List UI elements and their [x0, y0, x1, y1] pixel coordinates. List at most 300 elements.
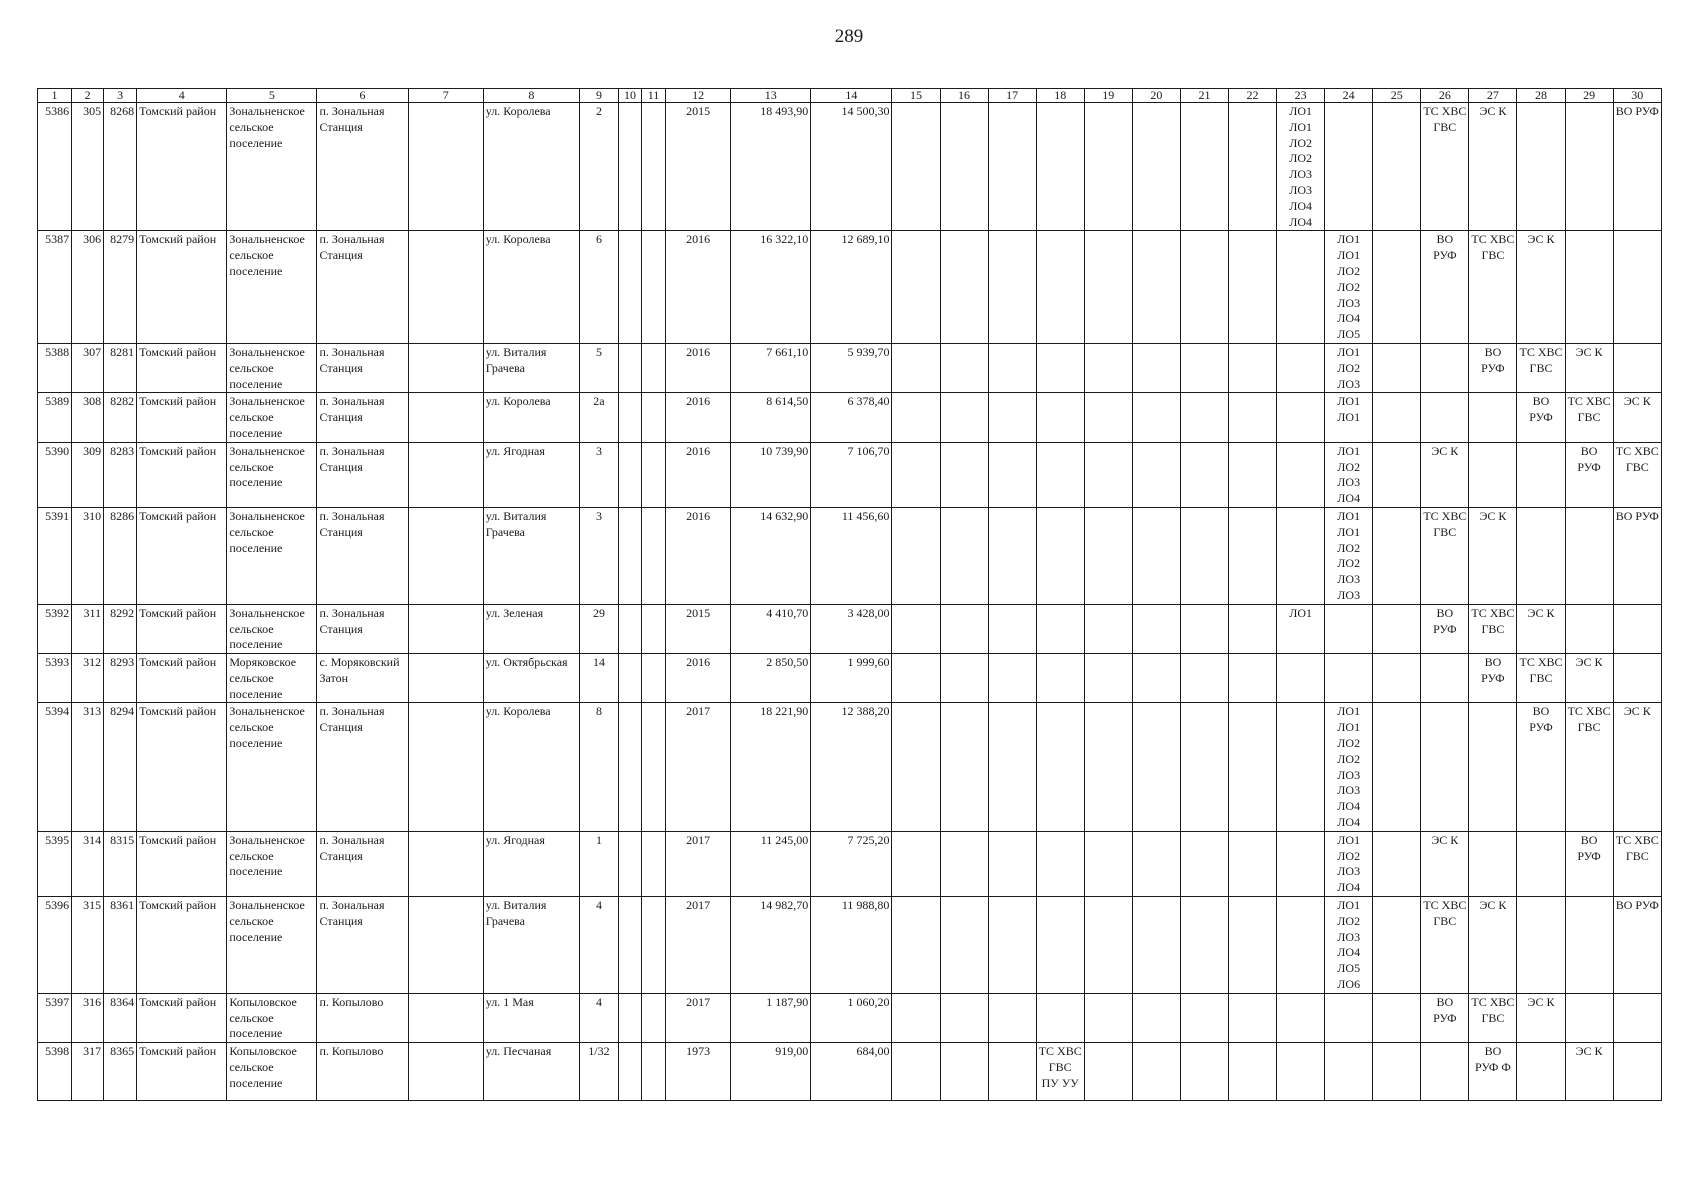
cell-year: 2017	[666, 897, 731, 994]
cell-column-26: ЭС К	[1421, 442, 1469, 507]
cell-column-7	[408, 703, 483, 831]
cell-column-21	[1180, 703, 1228, 831]
cell-house-number: 8	[579, 703, 618, 831]
cell-column-25	[1373, 604, 1421, 653]
cell-column-11	[642, 231, 666, 344]
cell-column-30	[1613, 654, 1661, 703]
cell-column-29: ЭС К	[1565, 654, 1613, 703]
column-header-21: 21	[1180, 89, 1228, 103]
cell-total-area: 1 187,90	[731, 993, 811, 1042]
cell-object-id: 8361	[104, 897, 137, 994]
cell-object-id: 8282	[104, 393, 137, 442]
cell-column-28	[1517, 507, 1565, 604]
cell-column-21	[1180, 993, 1228, 1042]
cell-column-11	[642, 343, 666, 392]
cell-column-11	[642, 507, 666, 604]
column-header-9: 9	[579, 89, 618, 103]
column-header-5: 5	[227, 89, 317, 103]
cell-total-area: 14 632,90	[731, 507, 811, 604]
cell-row-index: 305	[72, 103, 104, 231]
cell-column-25	[1373, 343, 1421, 392]
cell-district: Томский район	[137, 1043, 227, 1101]
cell-column-22	[1228, 703, 1276, 831]
cell-column-23	[1277, 831, 1325, 896]
cell-column-7	[408, 103, 483, 231]
cell-record-number: 5394	[38, 703, 72, 831]
cell-district: Томский район	[137, 343, 227, 392]
cell-column-30: ЭС К	[1613, 703, 1661, 831]
cell-street: ул. Виталия Грачева	[483, 343, 579, 392]
cell-street: ул. Королева	[483, 103, 579, 231]
cell-year: 2017	[666, 993, 731, 1042]
column-header-15: 15	[892, 89, 940, 103]
column-header-25: 25	[1373, 89, 1421, 103]
cell-column-28	[1517, 442, 1565, 507]
cell-column-23	[1277, 1043, 1325, 1101]
cell-column-15	[892, 831, 940, 896]
cell-district: Томский район	[137, 604, 227, 653]
column-header-1: 1	[38, 89, 72, 103]
cell-column-16	[940, 1043, 988, 1101]
cell-year: 2016	[666, 231, 731, 344]
cell-object-id: 8281	[104, 343, 137, 392]
cell-record-number: 5391	[38, 507, 72, 604]
cell-column-7	[408, 654, 483, 703]
cell-column-7	[408, 1043, 483, 1101]
cell-column-11	[642, 703, 666, 831]
table-row	[38, 343, 1662, 392]
cell-year: 2017	[666, 831, 731, 896]
cell-living-area: 14 500,30	[811, 103, 892, 231]
cell-column-28: ТС ХВС ГВС	[1517, 654, 1565, 703]
cell-column-27: ЭС К	[1469, 103, 1517, 231]
cell-column-27	[1469, 442, 1517, 507]
cell-column-26	[1421, 654, 1469, 703]
cell-column-23	[1277, 507, 1325, 604]
cell-column-26: ЭС К	[1421, 831, 1469, 896]
cell-column-23: ЛО1 ЛО1 ЛО2 ЛО2 ЛО3 ЛО3 ЛО4 ЛО4	[1277, 103, 1325, 231]
cell-column-29	[1565, 897, 1613, 994]
cell-row-index: 310	[72, 507, 104, 604]
cell-column-30	[1613, 993, 1661, 1042]
cell-column-10	[618, 343, 641, 392]
cell-column-26: ТС ХВС ГВС	[1421, 507, 1469, 604]
cell-column-17	[988, 703, 1036, 831]
cell-column-11	[642, 897, 666, 994]
cell-column-24: ЛО1 ЛО2 ЛО3	[1325, 343, 1373, 392]
cell-column-26: ВО РУФ	[1421, 604, 1469, 653]
cell-column-28	[1517, 103, 1565, 231]
cell-record-number: 5390	[38, 442, 72, 507]
cell-district: Томский район	[137, 897, 227, 994]
cell-column-15	[892, 654, 940, 703]
cell-column-17	[988, 831, 1036, 896]
cell-street: ул. Королева	[483, 393, 579, 442]
cell-object-id: 8286	[104, 507, 137, 604]
cell-column-20	[1132, 604, 1180, 653]
cell-house-number: 3	[579, 507, 618, 604]
cell-column-11	[642, 103, 666, 231]
cell-column-19	[1084, 831, 1132, 896]
cell-row-index: 306	[72, 231, 104, 344]
cell-column-24	[1325, 604, 1373, 653]
cell-column-23: ЛО1	[1277, 604, 1325, 653]
cell-column-29: ЭС К	[1565, 1043, 1613, 1101]
cell-column-23	[1277, 343, 1325, 392]
column-header-29: 29	[1565, 89, 1613, 103]
page-number: 289	[834, 26, 864, 47]
column-header-18: 18	[1036, 89, 1084, 103]
cell-settlement: Зональненское сельское поселение	[227, 703, 317, 831]
cell-house-number: 1	[579, 831, 618, 896]
cell-living-area: 684,00	[811, 1043, 892, 1101]
cell-column-11	[642, 1043, 666, 1101]
cell-total-area: 10 739,90	[731, 442, 811, 507]
cell-column-10	[618, 897, 641, 994]
cell-column-24: ЛО1 ЛО1 ЛО2 ЛО2 ЛО3 ЛО3 ЛО4 ЛО4	[1325, 703, 1373, 831]
cell-column-30	[1613, 343, 1661, 392]
cell-column-19	[1084, 703, 1132, 831]
cell-column-27	[1469, 703, 1517, 831]
cell-column-17	[988, 507, 1036, 604]
cell-column-21	[1180, 831, 1228, 896]
cell-column-15	[892, 231, 940, 344]
cell-column-30: ВО РУФ	[1613, 897, 1661, 994]
cell-column-28: ТС ХВС ГВС	[1517, 343, 1565, 392]
cell-column-24: ЛО1 ЛО2 ЛО3 ЛО4	[1325, 442, 1373, 507]
table-row	[38, 604, 1662, 653]
cell-column-19	[1084, 654, 1132, 703]
cell-column-28: ЭС К	[1517, 993, 1565, 1042]
column-header-12: 12	[666, 89, 731, 103]
cell-column-23	[1277, 442, 1325, 507]
cell-row-index: 313	[72, 703, 104, 831]
cell-row-index: 314	[72, 831, 104, 896]
cell-settlement: Копыловское сельское поселение	[227, 1043, 317, 1101]
column-header-11: 11	[642, 89, 666, 103]
cell-house-number: 3	[579, 442, 618, 507]
cell-column-30: ЭС К	[1613, 393, 1661, 442]
cell-record-number: 5387	[38, 231, 72, 344]
cell-column-25	[1373, 897, 1421, 994]
table-row	[38, 654, 1662, 703]
cell-column-10	[618, 654, 641, 703]
register-table	[37, 88, 1662, 1101]
cell-object-id: 8268	[104, 103, 137, 231]
cell-settlement: Зональненское сельское поселение	[227, 442, 317, 507]
cell-street: ул. Зеленая	[483, 604, 579, 653]
cell-column-20	[1132, 993, 1180, 1042]
cell-column-22	[1228, 993, 1276, 1042]
cell-column-27: ВО РУФ	[1469, 343, 1517, 392]
table-row	[38, 993, 1662, 1042]
cell-column-25	[1373, 442, 1421, 507]
cell-column-16	[940, 897, 988, 994]
cell-total-area: 18 221,90	[731, 703, 811, 831]
cell-district: Томский район	[137, 103, 227, 231]
cell-column-19	[1084, 231, 1132, 344]
column-header-7: 7	[408, 89, 483, 103]
cell-district: Томский район	[137, 442, 227, 507]
cell-column-27	[1469, 831, 1517, 896]
cell-object-id: 8292	[104, 604, 137, 653]
cell-column-30: ВО РУФ	[1613, 507, 1661, 604]
cell-column-24: ЛО1 ЛО1	[1325, 393, 1373, 442]
cell-column-10	[618, 831, 641, 896]
cell-column-19	[1084, 604, 1132, 653]
cell-column-26	[1421, 393, 1469, 442]
cell-column-16	[940, 442, 988, 507]
cell-column-18	[1036, 103, 1084, 231]
cell-column-27: ТС ХВС ГВС	[1469, 993, 1517, 1042]
cell-column-25	[1373, 993, 1421, 1042]
cell-column-16	[940, 703, 988, 831]
cell-column-26	[1421, 343, 1469, 392]
cell-column-10	[618, 993, 641, 1042]
cell-column-17	[988, 343, 1036, 392]
column-header-19: 19	[1084, 89, 1132, 103]
cell-column-23	[1277, 231, 1325, 344]
cell-settlement: Зональненское сельское поселение	[227, 507, 317, 604]
cell-column-28	[1517, 831, 1565, 896]
cell-column-17	[988, 442, 1036, 507]
header-row	[38, 89, 1662, 103]
cell-column-15	[892, 604, 940, 653]
table-row	[38, 507, 1662, 604]
cell-column-7	[408, 897, 483, 994]
cell-locality: п. Зональная Станция	[317, 393, 408, 442]
cell-column-16	[940, 831, 988, 896]
cell-column-30: ВО РУФ	[1613, 103, 1661, 231]
cell-column-22	[1228, 831, 1276, 896]
cell-record-number: 5398	[38, 1043, 72, 1101]
cell-living-area: 7 725,20	[811, 831, 892, 896]
cell-column-11	[642, 654, 666, 703]
cell-living-area: 6 378,40	[811, 393, 892, 442]
column-header-3: 3	[104, 89, 137, 103]
cell-column-16	[940, 231, 988, 344]
cell-column-7	[408, 231, 483, 344]
cell-column-18: ТС ХВС ГВС ПУ УУ	[1036, 1043, 1084, 1101]
cell-column-16	[940, 993, 988, 1042]
cell-column-11	[642, 442, 666, 507]
cell-column-7	[408, 831, 483, 896]
cell-living-area: 12 388,20	[811, 703, 892, 831]
cell-column-17	[988, 393, 1036, 442]
cell-column-16	[940, 654, 988, 703]
cell-column-22	[1228, 103, 1276, 231]
cell-year: 2015	[666, 103, 731, 231]
cell-column-10	[618, 507, 641, 604]
cell-column-22	[1228, 343, 1276, 392]
cell-column-29: ТС ХВС ГВС	[1565, 393, 1613, 442]
table-row	[38, 897, 1662, 994]
cell-column-29: ТС ХВС ГВС	[1565, 703, 1613, 831]
cell-column-7	[408, 993, 483, 1042]
cell-record-number: 5388	[38, 343, 72, 392]
cell-object-id: 8294	[104, 703, 137, 831]
cell-column-29	[1565, 231, 1613, 344]
cell-house-number: 1/32	[579, 1043, 618, 1101]
column-header-20: 20	[1132, 89, 1180, 103]
cell-street: ул. 1 Мая	[483, 993, 579, 1042]
column-header-4: 4	[137, 89, 227, 103]
cell-living-area: 3 428,00	[811, 604, 892, 653]
cell-column-26: ВО РУФ	[1421, 993, 1469, 1042]
cell-column-25	[1373, 231, 1421, 344]
cell-column-26: ВО РУФ	[1421, 231, 1469, 344]
cell-year: 2016	[666, 343, 731, 392]
cell-total-area: 16 322,10	[731, 231, 811, 344]
cell-settlement: Зональненское сельское поселение	[227, 897, 317, 994]
cell-object-id: 8293	[104, 654, 137, 703]
cell-column-24	[1325, 1043, 1373, 1101]
cell-column-30	[1613, 604, 1661, 653]
cell-column-18	[1036, 343, 1084, 392]
cell-column-20	[1132, 897, 1180, 994]
cell-column-24: ЛО1 ЛО2 ЛО3 ЛО4 ЛО5 ЛО6	[1325, 897, 1373, 994]
cell-column-29	[1565, 507, 1613, 604]
cell-column-10	[618, 231, 641, 344]
cell-column-17	[988, 897, 1036, 994]
cell-column-15	[892, 897, 940, 994]
column-header-14: 14	[811, 89, 892, 103]
cell-column-28: ЭС К	[1517, 604, 1565, 653]
cell-column-24: ЛО1 ЛО2 ЛО3 ЛО4	[1325, 831, 1373, 896]
cell-column-29	[1565, 103, 1613, 231]
cell-living-area: 7 106,70	[811, 442, 892, 507]
cell-street: ул. Королева	[483, 703, 579, 831]
cell-column-15	[892, 343, 940, 392]
cell-column-27: ТС ХВС ГВС	[1469, 231, 1517, 344]
cell-locality: п. Зональная Станция	[317, 897, 408, 994]
cell-locality: п. Зональная Станция	[317, 442, 408, 507]
cell-year: 1973	[666, 1043, 731, 1101]
cell-column-17	[988, 1043, 1036, 1101]
cell-object-id: 8283	[104, 442, 137, 507]
cell-column-22	[1228, 507, 1276, 604]
cell-year: 2017	[666, 703, 731, 831]
cell-total-area: 919,00	[731, 1043, 811, 1101]
cell-column-20	[1132, 654, 1180, 703]
cell-column-10	[618, 703, 641, 831]
cell-column-22	[1228, 231, 1276, 344]
cell-house-number: 6	[579, 231, 618, 344]
cell-column-10	[618, 1043, 641, 1101]
cell-column-16	[940, 393, 988, 442]
column-header-30: 30	[1613, 89, 1661, 103]
cell-column-27: ЭС К	[1469, 897, 1517, 994]
cell-column-7	[408, 343, 483, 392]
cell-column-18	[1036, 604, 1084, 653]
cell-record-number: 5393	[38, 654, 72, 703]
cell-column-20	[1132, 231, 1180, 344]
table-row	[38, 703, 1662, 831]
cell-total-area: 2 850,50	[731, 654, 811, 703]
cell-year: 2016	[666, 654, 731, 703]
cell-column-17	[988, 654, 1036, 703]
cell-district: Томский район	[137, 393, 227, 442]
cell-column-27	[1469, 393, 1517, 442]
cell-column-7	[408, 507, 483, 604]
cell-district: Томский район	[137, 831, 227, 896]
column-header-24: 24	[1325, 89, 1373, 103]
cell-column-25	[1373, 831, 1421, 896]
cell-locality: п. Зональная Станция	[317, 343, 408, 392]
cell-column-7	[408, 393, 483, 442]
cell-column-18	[1036, 507, 1084, 604]
cell-column-19	[1084, 393, 1132, 442]
cell-district: Томский район	[137, 654, 227, 703]
cell-column-21	[1180, 897, 1228, 994]
cell-column-21	[1180, 1043, 1228, 1101]
cell-column-7	[408, 442, 483, 507]
cell-living-area: 12 689,10	[811, 231, 892, 344]
cell-column-18	[1036, 654, 1084, 703]
cell-column-11	[642, 993, 666, 1042]
cell-street: ул. Виталия Грачева	[483, 507, 579, 604]
cell-column-29: ВО РУФ	[1565, 831, 1613, 896]
cell-row-index: 309	[72, 442, 104, 507]
cell-row-index: 316	[72, 993, 104, 1042]
cell-column-17	[988, 604, 1036, 653]
cell-column-16	[940, 604, 988, 653]
cell-column-19	[1084, 993, 1132, 1042]
cell-settlement: Зональненское сельское поселение	[227, 343, 317, 392]
cell-column-29: ВО РУФ	[1565, 442, 1613, 507]
cell-row-index: 317	[72, 1043, 104, 1101]
cell-column-26	[1421, 703, 1469, 831]
cell-column-11	[642, 831, 666, 896]
cell-column-25	[1373, 654, 1421, 703]
cell-column-27: ЭС К	[1469, 507, 1517, 604]
table-row	[38, 393, 1662, 442]
cell-column-20	[1132, 393, 1180, 442]
cell-house-number: 14	[579, 654, 618, 703]
cell-column-30: ТС ХВС ГВС	[1613, 442, 1661, 507]
cell-row-index: 307	[72, 343, 104, 392]
cell-street: ул. Королева	[483, 231, 579, 344]
cell-total-area: 14 982,70	[731, 897, 811, 994]
cell-row-index: 311	[72, 604, 104, 653]
cell-column-22	[1228, 654, 1276, 703]
cell-year: 2016	[666, 507, 731, 604]
cell-street: ул. Ягодная	[483, 831, 579, 896]
cell-column-30	[1613, 1043, 1661, 1101]
cell-column-29: ЭС К	[1565, 343, 1613, 392]
cell-district: Томский район	[137, 703, 227, 831]
cell-column-28: ВО РУФ	[1517, 393, 1565, 442]
cell-column-10	[618, 103, 641, 231]
cell-column-20	[1132, 1043, 1180, 1101]
cell-column-19	[1084, 442, 1132, 507]
cell-street: ул. Ягодная	[483, 442, 579, 507]
cell-column-21	[1180, 604, 1228, 653]
column-header-13: 13	[731, 89, 811, 103]
table-row	[38, 442, 1662, 507]
cell-locality: п. Зональная Станция	[317, 604, 408, 653]
cell-column-17	[988, 231, 1036, 344]
cell-column-19	[1084, 343, 1132, 392]
cell-object-id: 8365	[104, 1043, 137, 1101]
cell-column-20	[1132, 703, 1180, 831]
column-header-17: 17	[988, 89, 1036, 103]
cell-column-18	[1036, 703, 1084, 831]
cell-column-21	[1180, 393, 1228, 442]
cell-column-15	[892, 442, 940, 507]
cell-object-id: 8279	[104, 231, 137, 344]
cell-house-number: 4	[579, 897, 618, 994]
